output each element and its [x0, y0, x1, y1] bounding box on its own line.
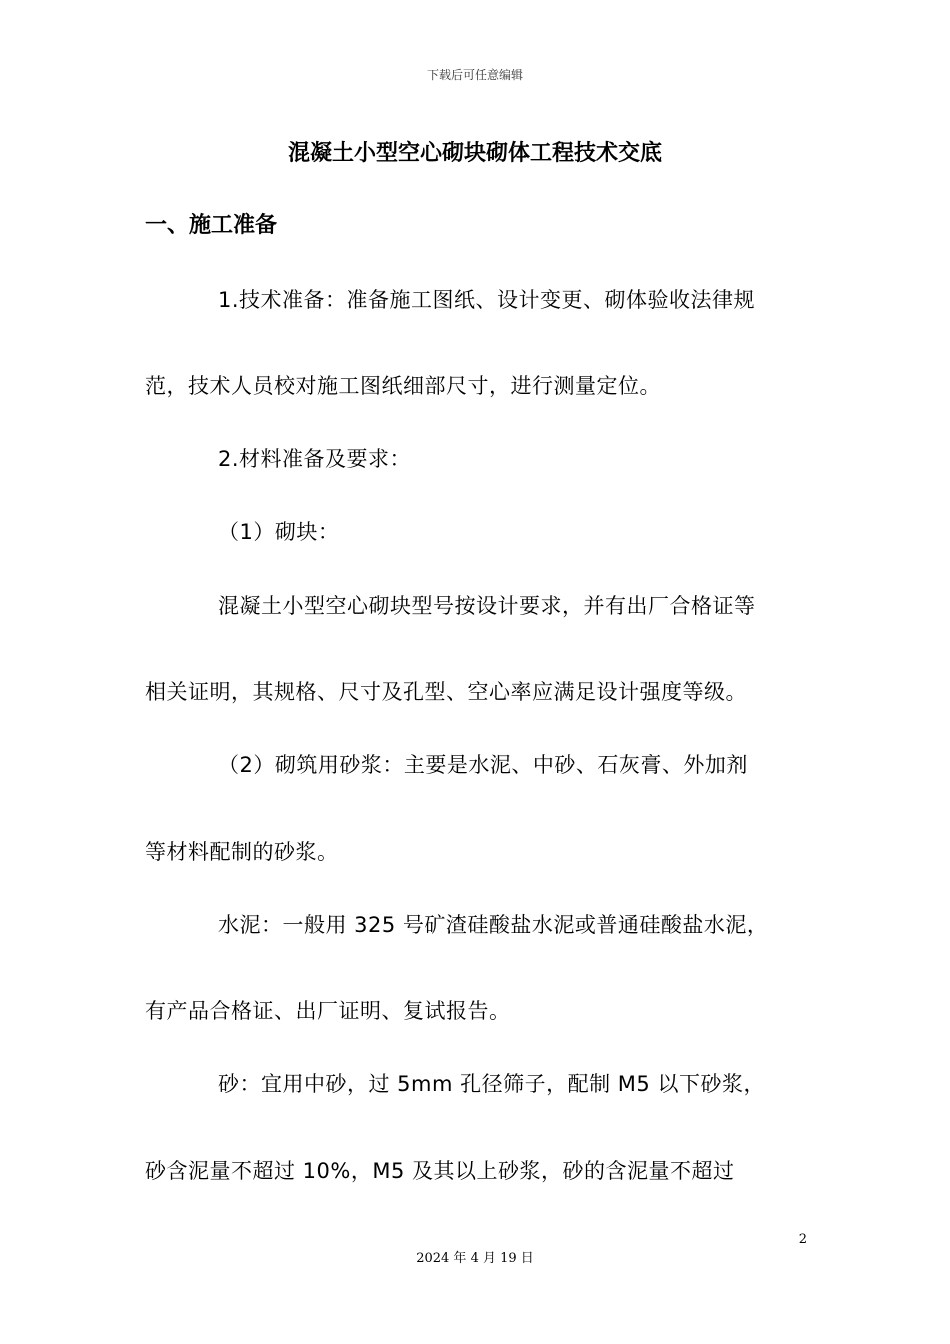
header-note: 下载后可任意编辑	[426, 68, 523, 82]
paragraph-line: 有产品合格证、出厂证明、复试报告。	[145, 999, 511, 1023]
section-heading: 一、施工准备	[145, 213, 278, 238]
paragraph-line: 1.技术准备：准备施工图纸、设计变更、砌体验收法律规	[218, 288, 756, 312]
paragraph-line: （2）砌筑用砂浆：主要是水泥、中砂、石灰膏、外加剂	[218, 753, 748, 777]
paragraph-line: 相关证明，其规格、尺寸及孔型、空心率应满足设计强度等级。	[145, 680, 747, 704]
page-number: 2	[798, 1232, 807, 1247]
document-title: 混凝土小型空心砌块砌体工程技术交底	[287, 141, 662, 166]
paragraph-line: 砂含泥量不超过 10%，M5 及其以上砂浆，砂的含泥量不超过	[145, 1159, 735, 1183]
paragraph-line: 混凝土小型空心砌块型号按设计要求，并有出厂合格证等	[218, 594, 756, 618]
paragraph-line: （1）砌块：	[218, 520, 340, 544]
paragraph-line: 范，技术人员校对施工图纸细部尺寸，进行测量定位。	[145, 374, 661, 398]
paragraph-line: 砂：宜用中砂，过 5mm 孔径筛子，配制 M5 以下砂浆，	[218, 1072, 765, 1096]
paragraph-line: 等材料配制的砂浆。	[145, 840, 339, 864]
paragraph-line: 水泥：一般用 325 号矿渣硅酸盐水泥或普通硅酸盐水泥，	[218, 913, 769, 937]
footer-date: 2024 年 4 月 19 日	[416, 1251, 534, 1266]
paragraph-line: 2.材料准备及要求：	[218, 447, 412, 471]
